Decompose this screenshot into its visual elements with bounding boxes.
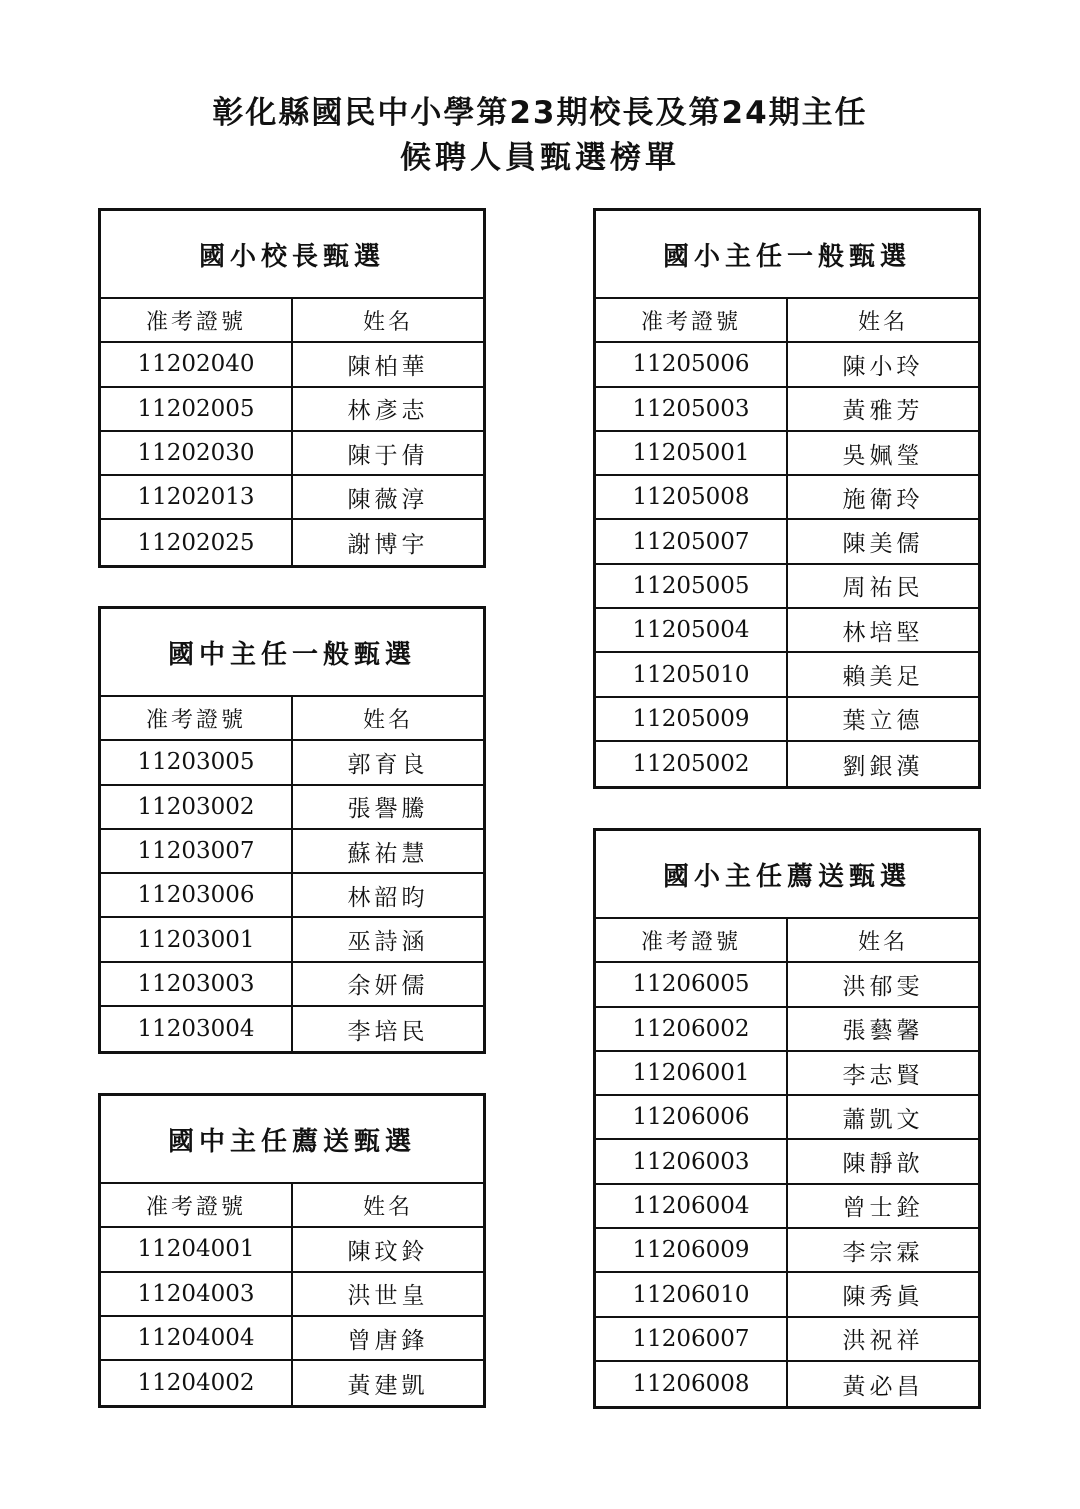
- candidate-name-cell: 黃建凱: [347, 1372, 429, 1399]
- exam-id-cell: 11206010: [596, 1273, 788, 1315]
- exam-id-cell: 11205002: [596, 742, 788, 786]
- table-row: [101, 1228, 483, 1272]
- table-row: [596, 1096, 978, 1140]
- exam-id-cell: 11204003: [101, 1273, 293, 1315]
- table-row: [101, 1007, 483, 1051]
- candidate-name-cell: 吳姵瑩: [842, 442, 924, 469]
- candidate-name-cell: 巫詩涵: [347, 929, 429, 956]
- exam-id-cell: 11205010: [596, 653, 788, 695]
- exam-id-cell: 11205001: [596, 432, 788, 474]
- page-title: 彰化縣國民中小學第23期校長及第24期主任: [212, 95, 868, 131]
- exam-id-cell: 11206003: [596, 1140, 788, 1182]
- table-row: [596, 343, 978, 387]
- exam-id-cell: 11203002: [101, 786, 293, 828]
- table-row: [596, 565, 978, 609]
- exam-id-cell: 11205004: [596, 609, 788, 651]
- candidate-name-cell: 李培民: [347, 1018, 429, 1045]
- table-row: [596, 609, 978, 653]
- table-row: [101, 343, 483, 387]
- column-header-id: 准考證號: [596, 299, 788, 341]
- table-row: [596, 1273, 978, 1317]
- table-row: [596, 1140, 978, 1184]
- column-header-row: [596, 919, 978, 963]
- table-row: [596, 476, 978, 520]
- table-heading: 國中主任薦送甄選: [101, 1096, 483, 1184]
- table-row: [596, 963, 978, 1007]
- table-row: [101, 1317, 483, 1361]
- exam-id-cell: 11203007: [101, 830, 293, 872]
- exam-id-cell: 11206001: [596, 1052, 788, 1094]
- exam-id-cell: 11206007: [596, 1318, 788, 1360]
- exam-id-cell: 11206006: [596, 1096, 788, 1138]
- candidate-name-cell: 余妍儒: [347, 973, 429, 1000]
- candidate-name-cell: 黃雅芳: [842, 398, 924, 425]
- exam-id-cell: 11203005: [101, 741, 293, 783]
- table-row: [101, 918, 483, 962]
- candidate-name-cell: 林韶昀: [347, 884, 429, 911]
- table-heading: 國小主任薦送甄選: [596, 831, 978, 919]
- exam-id-cell: 11205007: [596, 520, 788, 562]
- table-row: [596, 432, 978, 476]
- candidate-name-cell: 施衛玲: [842, 486, 924, 513]
- candidate-name-cell: 曾士銓: [842, 1195, 924, 1222]
- candidate-name-cell: 蘇祐慧: [347, 840, 429, 867]
- table-row: [596, 1185, 978, 1229]
- exam-id-cell: 11204002: [101, 1361, 293, 1405]
- exam-id-cell: 11206008: [596, 1362, 788, 1406]
- candidate-name-cell: 陳美儒: [842, 531, 924, 558]
- candidate-name-cell: 李宗霖: [842, 1239, 924, 1266]
- column-header-id: 准考證號: [101, 299, 293, 341]
- exam-id-cell: 11206009: [596, 1229, 788, 1271]
- table-row: [101, 432, 483, 476]
- candidate-name-cell: 陳柏華: [347, 353, 429, 380]
- table-row: [596, 1318, 978, 1362]
- candidate-name-cell: 林彥志: [347, 398, 429, 425]
- exam-id-cell: 11204001: [101, 1228, 293, 1270]
- column-header-name: 姓名: [362, 309, 413, 335]
- table-row: [596, 698, 978, 742]
- exam-id-cell: 11205005: [596, 565, 788, 607]
- exam-id-cell: 11202013: [101, 476, 293, 518]
- page-subtitle: 候聘人員甄選榜單: [400, 140, 680, 176]
- table-row: [101, 786, 483, 830]
- table-row: [101, 874, 483, 918]
- candidate-name-cell: 郭育良: [347, 751, 429, 778]
- table-row: [596, 1229, 978, 1273]
- exam-id-cell: 11203006: [101, 874, 293, 916]
- table-elementary-director-general: [593, 208, 981, 789]
- table-row: [101, 1273, 483, 1317]
- column-header-id: 准考證號: [101, 697, 293, 739]
- exam-id-cell: 11204004: [101, 1317, 293, 1359]
- candidate-name-cell: 黃必昌: [842, 1373, 924, 1400]
- table-heading: 國小主任一般甄選: [596, 211, 978, 299]
- exam-id-cell: 11203004: [101, 1007, 293, 1051]
- column-header-name: 姓名: [362, 1194, 413, 1220]
- exam-id-cell: 11206005: [596, 963, 788, 1005]
- table-row: [101, 741, 483, 785]
- table-row: [596, 653, 978, 697]
- table-row: [596, 388, 978, 432]
- column-header-name: 姓名: [857, 929, 908, 955]
- table-row: [596, 742, 978, 786]
- candidate-name-cell: 李志賢: [842, 1062, 924, 1089]
- table-heading: 國小校長甄選: [101, 211, 483, 299]
- exam-id-cell: 11202030: [101, 432, 293, 474]
- table-row: [101, 476, 483, 520]
- table-elementary-director-recommended: [593, 828, 981, 1409]
- exam-id-cell: 11205003: [596, 388, 788, 430]
- column-header-row: [101, 1184, 483, 1228]
- candidate-name-cell: 陳靜歆: [842, 1151, 924, 1178]
- table-row: [596, 1362, 978, 1406]
- exam-id-cell: 11203003: [101, 963, 293, 1005]
- candidate-name-cell: 蕭凱文: [842, 1106, 924, 1133]
- candidate-name-cell: 葉立德: [842, 708, 924, 735]
- candidate-name-cell: 洪世皇: [347, 1283, 429, 1310]
- candidate-name-cell: 林培堅: [842, 619, 924, 646]
- table-row: [101, 388, 483, 432]
- column-header-row: [101, 299, 483, 343]
- column-header-name: 姓名: [857, 309, 908, 335]
- exam-id-cell: 11203001: [101, 918, 293, 960]
- table-row: [101, 1361, 483, 1405]
- column-header-id: 准考證號: [596, 919, 788, 961]
- candidate-name-cell: 張譽騰: [347, 796, 429, 823]
- candidate-name-cell: 陳于倩: [347, 442, 429, 469]
- column-header-id: 准考證號: [101, 1184, 293, 1226]
- candidate-name-cell: 謝博宇: [347, 532, 429, 559]
- table-row: [596, 1008, 978, 1052]
- exam-id-cell: 11206002: [596, 1008, 788, 1050]
- exam-id-cell: 11206004: [596, 1185, 788, 1227]
- table-heading: 國中主任一般甄選: [101, 609, 483, 697]
- exam-id-cell: 11202025: [101, 520, 293, 564]
- candidate-name-cell: 曾唐鋒: [347, 1327, 429, 1354]
- exam-id-cell: 11205008: [596, 476, 788, 518]
- table-junior-high-director-general: [98, 606, 486, 1054]
- candidate-name-cell: 陳薇淳: [347, 486, 429, 513]
- exam-id-cell: 11202040: [101, 343, 293, 385]
- column-header-row: [596, 299, 978, 343]
- candidate-name-cell: 陳小玲: [842, 353, 924, 380]
- candidate-name-cell: 賴美足: [842, 664, 924, 691]
- column-header-row: [101, 697, 483, 741]
- candidate-name-cell: 劉銀漢: [842, 753, 924, 780]
- candidate-name-cell: 洪郁雯: [842, 973, 924, 1000]
- candidate-name-cell: 周祐民: [842, 575, 924, 602]
- table-row: [101, 963, 483, 1007]
- exam-id-cell: 11205006: [596, 343, 788, 385]
- exam-id-cell: 11205009: [596, 698, 788, 740]
- exam-id-cell: 11202005: [101, 388, 293, 430]
- table-row: [101, 830, 483, 874]
- table-junior-high-director-recommended: [98, 1093, 486, 1408]
- table-row: [596, 1052, 978, 1096]
- candidate-name-cell: 洪祝祥: [842, 1328, 924, 1355]
- table-elementary-principal: [98, 208, 486, 568]
- table-row: [596, 520, 978, 564]
- candidate-name-cell: 陳秀眞: [842, 1284, 924, 1311]
- candidate-name-cell: 張藝馨: [842, 1018, 924, 1045]
- column-header-name: 姓名: [362, 707, 413, 733]
- candidate-name-cell: 陳玟鈴: [347, 1238, 429, 1265]
- table-row: [101, 520, 483, 564]
